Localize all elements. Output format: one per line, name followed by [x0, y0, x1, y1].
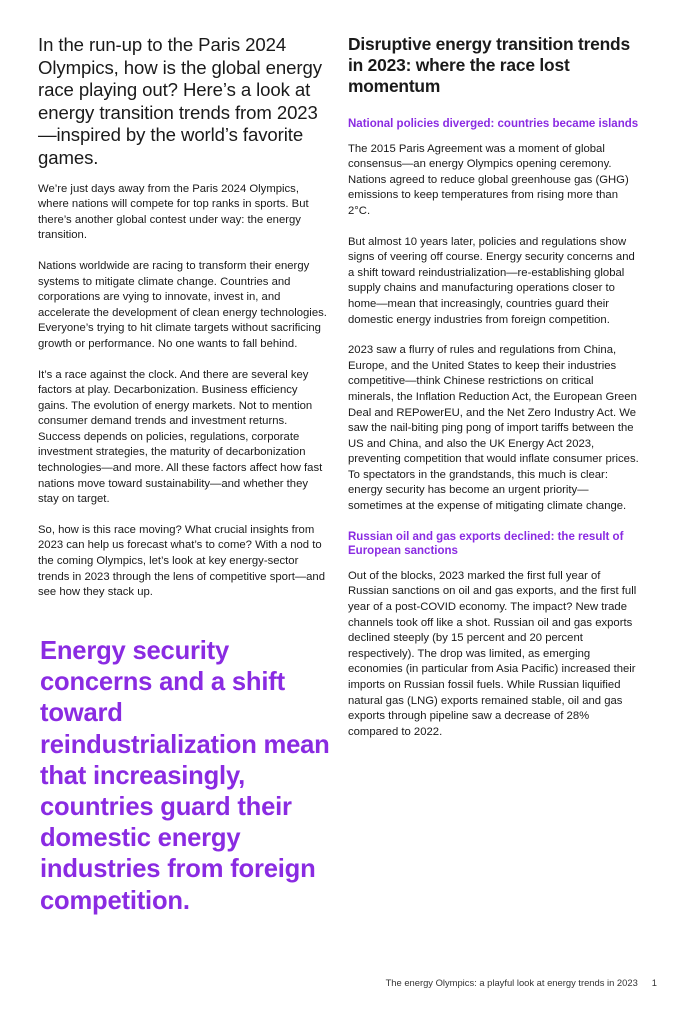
body-paragraph: We’re just days away from the Paris 2024 Olympics, where nations will compete for top ranks in sports. But there’s another global contest under way: the energy transition.	[38, 182, 309, 242]
body-paragraph: 2023 saw a flurry of rules and regulations from China, Europe, and the United States to keep their industries competitive—think Chinese restrictions on critical minerals, the Inflation Reduction Act, the European Green Deal and REPowerEU, and the Net Zero Industry Act. We saw the nail-biting ping pong of import tariffs between the US and China, and also the UK Energy Act 2023, preventing competition that would inflate consumer prices. To spectators in the grandstands, this much is clear: energy security has become an urgent priority—sometimes at the expense of mitigating climate change.	[348, 344, 639, 513]
right-column	[348, 34, 640, 755]
body-paragraph: The 2015 Paris Agreement was a moment of global consensus—an energy Olympics opening ceremony. Nations agreed to reduce global greenhouse gas (GHG) emissions to keep temperatures from rising more than 2°C.	[348, 142, 629, 217]
subheading-russian-exports: Russian oil and gas exports declined: the result of European sanctions	[348, 530, 624, 558]
pull-quote: Energy security concerns and a shift toward reindustrialization mean that increasingly, countries guard their domestic energy industries from foreign competition.	[40, 637, 330, 915]
body-paragraph: It’s a race against the clock. And there are several key factors at play. Decarbonization. Business efficiency gains. The evolution of energy markets. Not to mention consumer demand trends and investment returns. Success depends on policies, regulations, corporate investment strategies, the maturity of decarbonization technologies—and more. All these factors affect how fast nations move toward sustainability—and whether they stay on target.	[38, 368, 323, 506]
body-paragraph: But almost 10 years later, policies and regulations show signs of veering off course. Energy security concerns and a shift toward reindustrialization—re-establishing global supply chains and manufacturing operations closer to home—mean that increasingly, countries guard their domestic energy industries from foreign competition.	[348, 235, 635, 326]
section-title: Disruptive energy transition trends in 2023: where the race lost momentum	[348, 34, 630, 96]
body-paragraph: So, how is this race moving? What crucial insights from 2023 can help us forecast what’s to come? With a nod to the coming Olympics, let’s look at key energy-sector trends in 2023 through the lens of competitive sport—and see how they stack up.	[38, 523, 325, 599]
subheading-policies: National policies diverged: countries became islands	[348, 118, 639, 130]
page-number: 1	[651, 977, 657, 988]
footer-title: The energy Olympics: a playful look at energy trends in 2023	[385, 977, 638, 988]
body-paragraph: Nations worldwide are racing to transform their energy systems to mitigate climate change. Countries and corporations are vying to innovate, invest in, and accelerate the development of clean energy technologies. Everyone’s trying to hit climate targets without sacrificing growth or performance. No one wants to fall behind.	[38, 259, 327, 350]
intro-lead: In the run-up to the Paris 2024 Olympics, how is the global energy race playing out? Here’s a look at energy transition trends from 2023—inspired by the world’s favorite games.	[38, 34, 322, 168]
body-paragraph: Out of the blocks, 2023 marked the first full year of Russian sanctions on oil and gas exports, and the first full year of a post-COVID economy. The impact? New trade channels took off like a shot. Russian oil and gas exports declined steeply (by 15 percent and 20 percent respectively). The drop was limited, as emerging economies (in particular from Asia Pacific) increased their imports on Russian fossil fuels. While Russian liquified natural gas (LNG) exports remained stable, oil and gas exports through pipeline saw a decrease of 28% compared to 2022.	[348, 569, 637, 738]
left-column	[38, 34, 330, 616]
page-footer	[386, 977, 657, 988]
